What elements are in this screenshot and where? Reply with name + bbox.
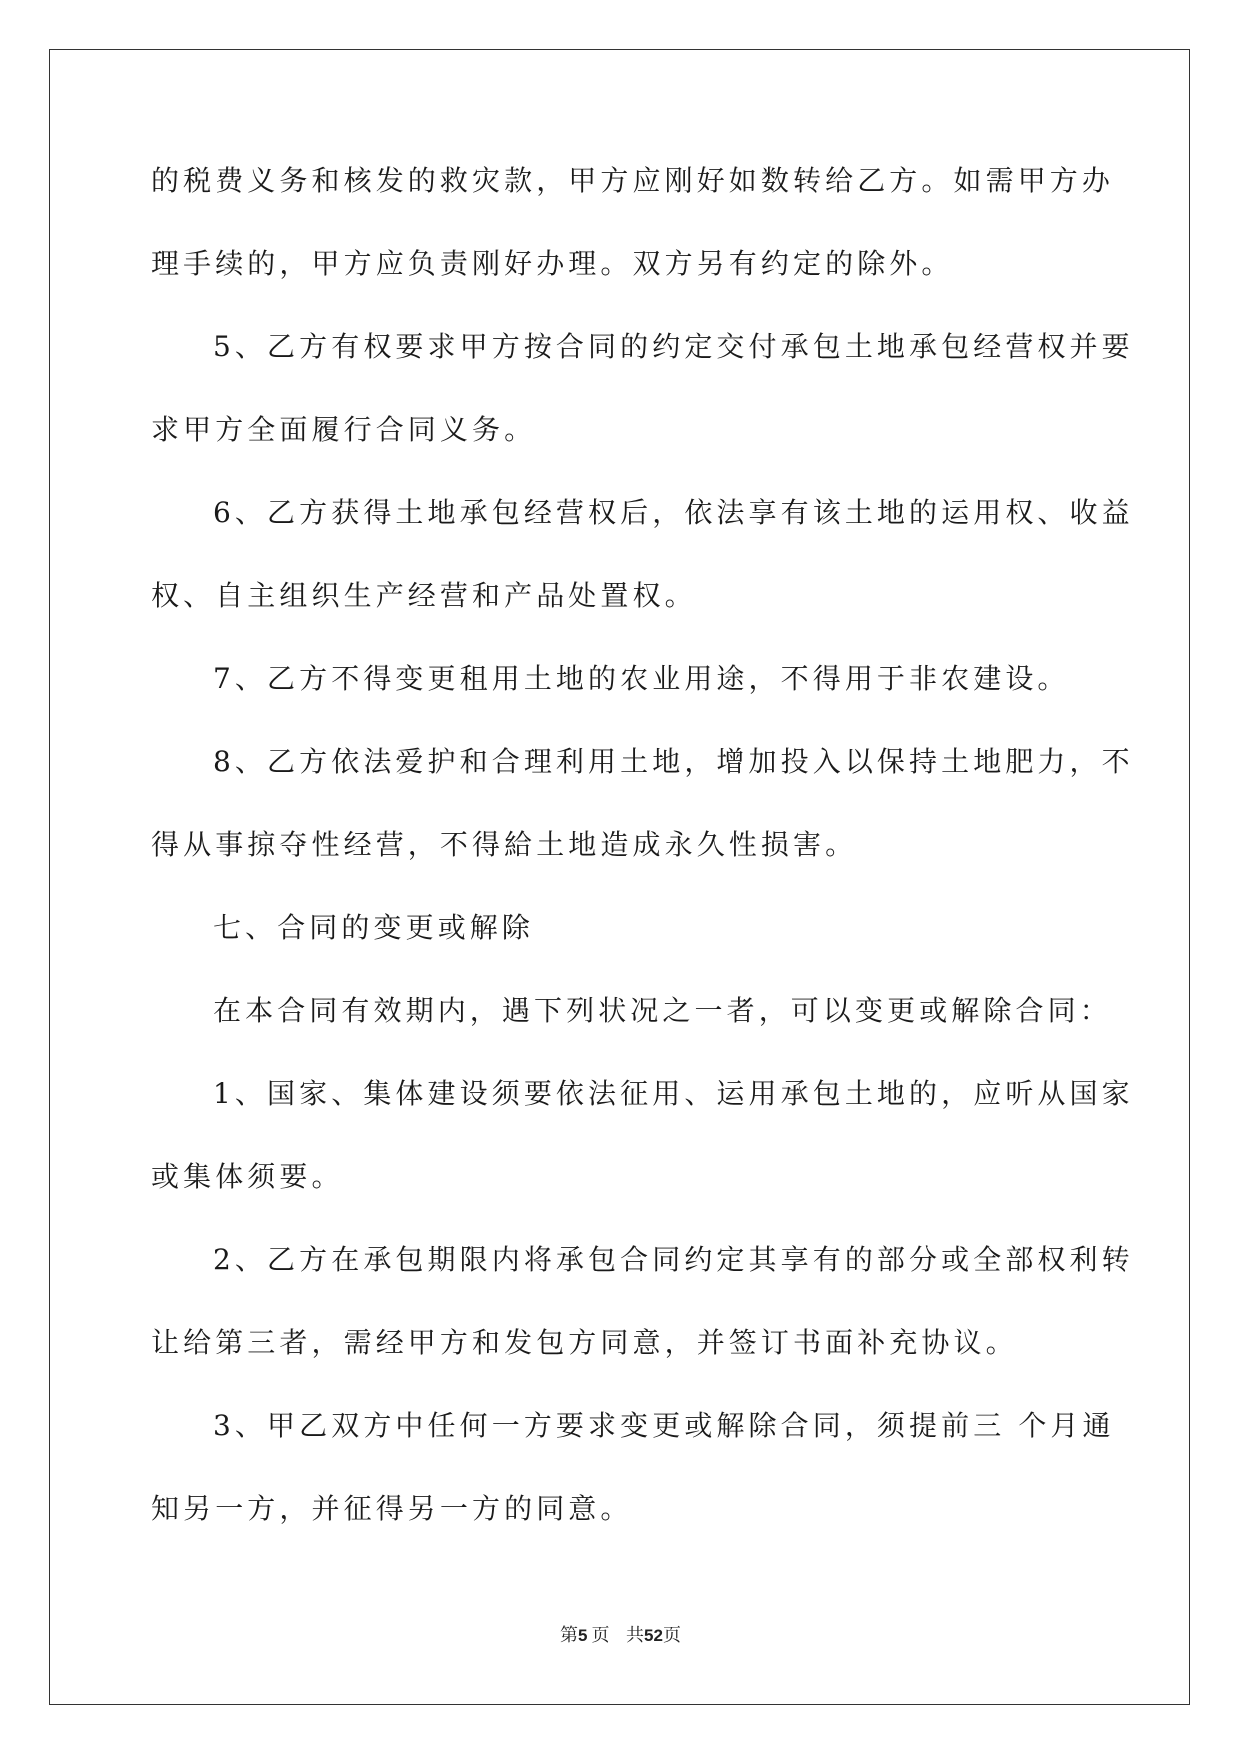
section-heading: 七、合同的变更或解除 <box>213 911 535 944</box>
page-number: 5 <box>578 1626 588 1645</box>
total-prefix: 共 <box>626 1625 645 1645</box>
page-footer <box>0 1621 1241 1647</box>
paragraph-line: 7、乙方不得变更租用土地的农业用途，不得用于非农建设。 <box>213 662 1070 695</box>
paragraph-line: 知另一方，并征得另一方的同意。 <box>151 1492 633 1525</box>
page-prefix: 第 <box>560 1625 579 1645</box>
paragraph-line: 在本合同有效期内，遇下列状况之一者，可以变更或解除合同： <box>213 994 1112 1027</box>
document-body <box>151 160 1134 1530</box>
total-suffix: 页 <box>662 1625 681 1645</box>
paragraph-line: 得从事掠夺性经营，不得給土地造成永久性损害。 <box>151 828 858 861</box>
page-suffix: 页 <box>591 1625 610 1645</box>
paragraph-line: 让给第三者，需经甲方和发包方同意，并签订书面补充协议。 <box>151 1326 1018 1359</box>
paragraph-line: 1、国家、集体建设须要依法征用、运用承包土地的，应听从国家 <box>213 1077 1134 1110</box>
paragraph-line: 3、甲乙双方中任何一方要求变更或解除合同，须提前三 个月通 <box>213 1409 1115 1442</box>
paragraph-line: 8、乙方依法爱护和合理利用土地，增加投入以保持土地肥力，不 <box>213 745 1134 778</box>
paragraph-line: 或集体须要。 <box>151 1160 344 1193</box>
paragraph-line: 的税费义务和核发的救灾款，甲方应刚好如数转给乙方。如需甲方办 <box>151 164 1115 197</box>
total-pages: 52 <box>644 1626 663 1645</box>
paragraph-line: 5、乙方有权要求甲方按合同的约定交付承包土地承包经营权并要 <box>213 330 1134 363</box>
paragraph-line: 6、乙方获得土地承包经营权后，依法享有该土地的运用权、收益 <box>213 496 1134 529</box>
paragraph-line: 2、乙方在承包期限内将承包合同约定其享有的部分或全部权利转 <box>213 1243 1134 1276</box>
paragraph-line: 权、自主组织生产经营和产品处置权。 <box>151 579 697 612</box>
page-indicator <box>560 1625 609 1645</box>
total-indicator <box>626 1625 681 1645</box>
paragraph-line: 求甲方全面履行合同义务。 <box>151 413 537 446</box>
paragraph-line: 理手续的，甲方应负责刚好办理。双方另有约定的除外。 <box>151 247 954 280</box>
